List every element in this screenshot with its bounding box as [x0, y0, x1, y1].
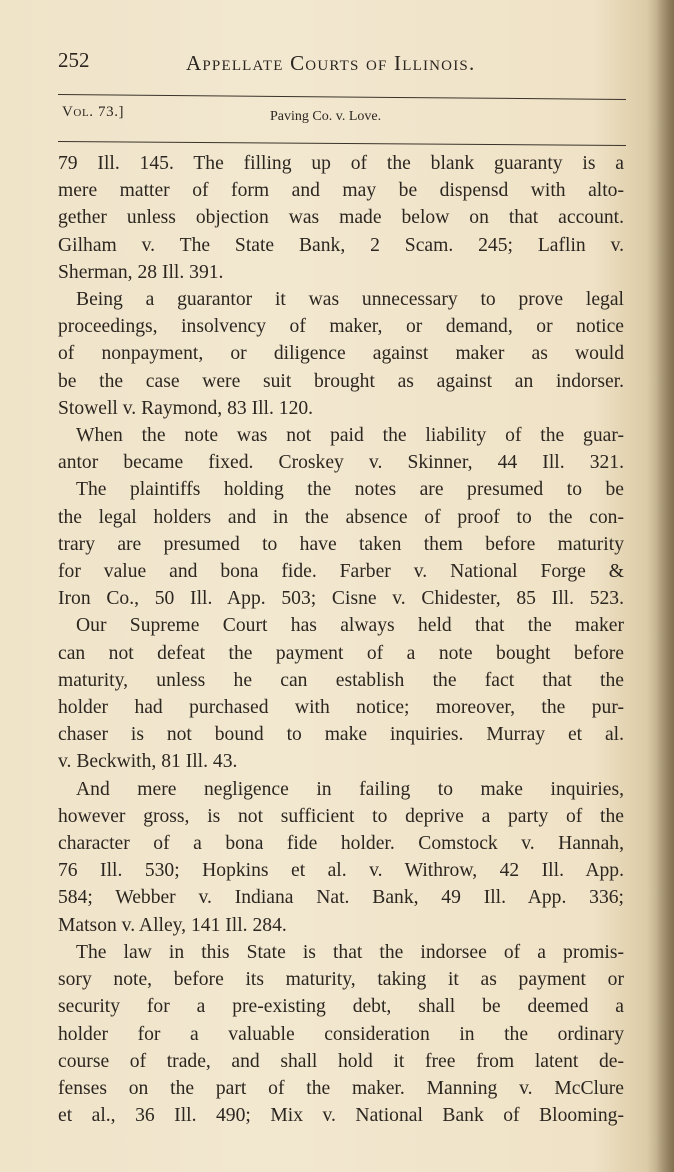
text-line: And mere negligence in failing to make inquiries,: [76, 778, 624, 800]
text-line: Being a guarantor it was unnecessary to prove legal: [76, 289, 624, 311]
header-rule-top: [58, 94, 626, 100]
text-line: of nonpayment, or diligence against maker as would: [58, 343, 624, 365]
text-line: The law in this State is that the indorsee of a promis-: [76, 941, 624, 963]
text-line: v. Beckwith, 81 Ill. 43.: [58, 751, 238, 773]
text-line: Our Supreme Court has always held that the maker: [76, 615, 624, 637]
volume-label: Vol. 73.]: [62, 104, 125, 120]
case-name: Paving Co. v. Love.: [270, 109, 382, 124]
text-line: The plaintiffs holding the notes are presumed to be: [76, 479, 624, 501]
text-line: proceedings, insolvency of maker, or demand, or notice: [58, 316, 624, 338]
text-line: can not defeat the payment of a note bought before: [58, 642, 624, 664]
text-line: security for a pre-existing debt, shall be deemed a: [58, 996, 624, 1018]
text-line: Sherman, 28 Ill. 391.: [58, 261, 224, 283]
text-line: character of a bona fide holder. Comstock v. Hannah,: [58, 833, 624, 855]
text-line: When the note was not paid the liability of the guar-: [76, 425, 624, 447]
text-line: holder had purchased with notice; moreover, the pur-: [58, 697, 624, 719]
page-number: 252: [58, 48, 90, 72]
text-line: mere matter of form and may be dispensd with alto-: [58, 180, 624, 202]
text-line: Matson v. Alley, 141 Ill. 284.: [58, 914, 287, 936]
text-line: chaser is not bound to make inquiries. Murray et al.: [58, 724, 624, 746]
text-line: for value and bona fide. Farber v. National Forge &: [58, 561, 624, 583]
text-line: the legal holders and in the absence of proof to the con-: [58, 506, 624, 528]
text-line: Stowell v. Raymond, 83 Ill. 120.: [58, 397, 314, 419]
text-line: Iron Co., 50 Ill. App. 503; Cisne v. Chidester, 85 Ill. 523.: [58, 588, 624, 610]
text-line: sory note, before its maturity, taking it as payment or: [58, 969, 624, 991]
page-edge-shadow: [656, 0, 674, 1172]
body-text: [58, 150, 624, 1129]
text-line: however gross, is not sufficient to deprive a party of the: [58, 805, 624, 827]
text-line: holder for a valuable consideration in the ordinary: [58, 1023, 624, 1045]
text-line: gether unless objection was made below on that account.: [58, 207, 624, 229]
text-line: 76 Ill. 530; Hopkins et al. v. Withrow, 42 Ill. App.: [58, 860, 624, 882]
text-line: fenses on the part of the maker. Manning v. McClure: [58, 1077, 624, 1099]
text-line: trary are presumed to have taken them before maturity: [58, 533, 624, 555]
text-line: 79 Ill. 145. The filling up of the blank guaranty is a: [58, 153, 624, 174]
text-line: 584; Webber v. Indiana Nat. Bank, 49 Ill. App. 336;: [58, 887, 624, 909]
text-line: et al., 36 Ill. 490; Mix v. National Bank of Blooming-: [58, 1105, 624, 1127]
running-title: Appellate Courts of Illinois.: [186, 51, 476, 75]
text-line: Gilham v. The State Bank, 2 Scam. 245; Laflin v.: [58, 234, 624, 256]
text-line: maturity, unless he can establish the fact that the: [58, 669, 624, 691]
text-line: be the case were suit brought as against an indorser.: [58, 370, 624, 392]
header-rule-bottom: [58, 141, 626, 146]
text-line: course of trade, and shall hold it free from latent de-: [58, 1050, 624, 1072]
text-line: antor became fixed. Croskey v. Skinner, 44 Ill. 321.: [58, 452, 624, 474]
